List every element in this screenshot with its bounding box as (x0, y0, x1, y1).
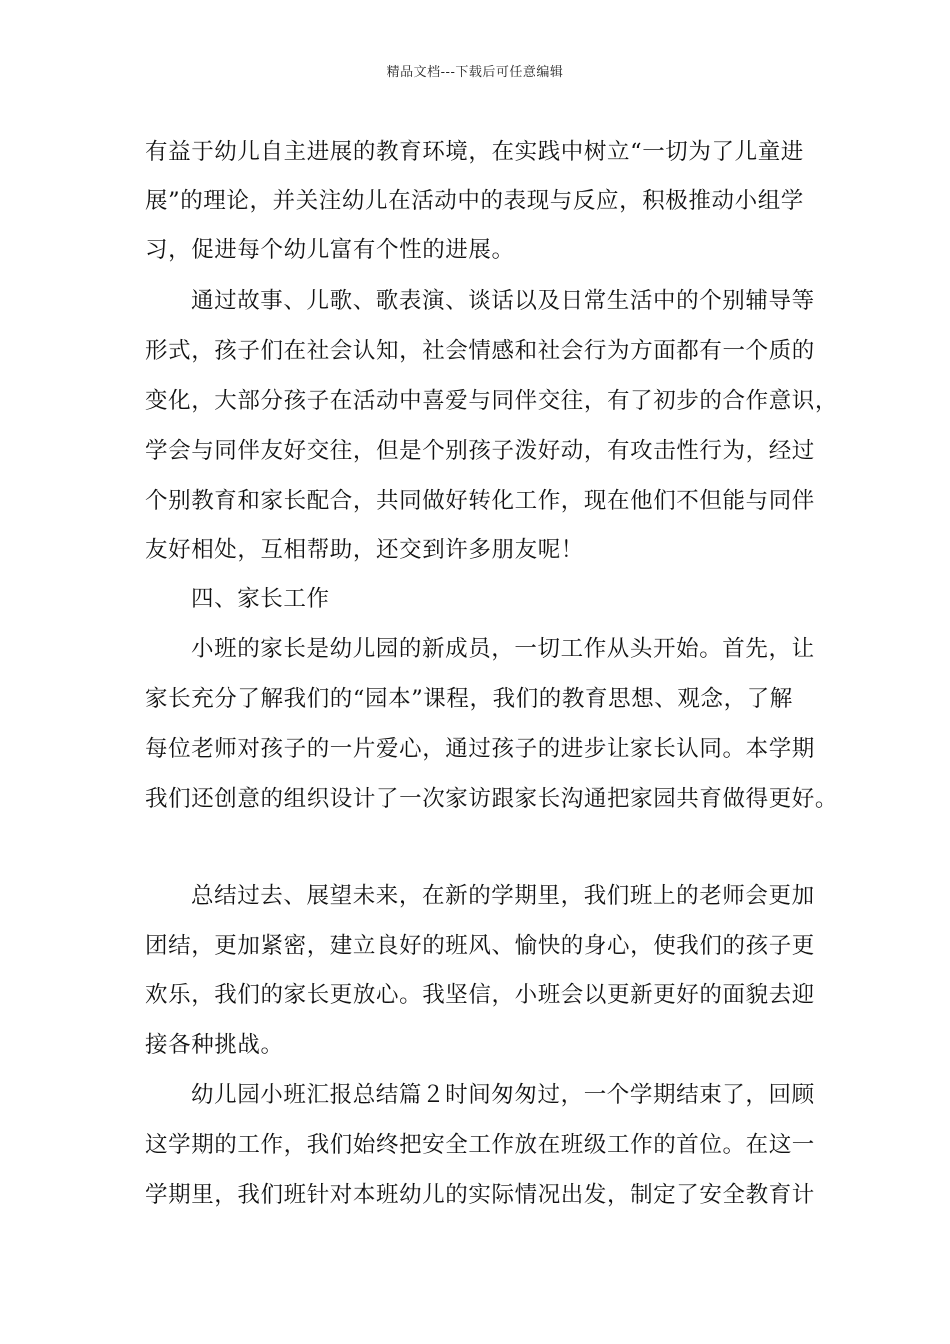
section-heading: 四、家长工作 (191, 586, 330, 612)
body-line: 小班的家长是幼儿园的新成员，一切工作从头开始。首先，让 (191, 636, 815, 662)
body-line: 变化，大部分孩子在活动中喜爱与同伴交往，有了初步的合作意识， (145, 388, 839, 414)
body-line: 总结过去、展望未来，在新的学期里，我们班上的老师会更加 (191, 883, 815, 909)
body-line: 团结，更加紧密，建立良好的班风、愉快的身心，使我们的孩子更 (145, 933, 815, 959)
body-line: 个别教育和家长配合，共同做好转化工作，现在他们不但能与同伴 (145, 488, 815, 514)
body-line: 幼儿园小班汇报总结篇２时间匆匆过，一个学期结束了，回顾 (191, 1082, 815, 1108)
body-line: 有益于幼儿自主进展的教育环境，在实践中树立“一切为了儿童进 (145, 139, 804, 165)
body-line: 欢乐，我们的家长更放心。我坚信，小班会以更新更好的面貌去迎 (145, 982, 815, 1008)
body-line: 每位老师对孩子的一片爱心，通过孩子的进步让家长认同。本学期 (145, 736, 815, 762)
page-header: 精品文档---下载后可任意编辑 (386, 65, 564, 80)
body-line: 学期里，我们班针对本班幼儿的实际情况出发，制定了安全教育计 (145, 1182, 815, 1208)
body-line: 学会与同伴友好交往，但是个别孩子泼好动，有攻击性行为，经过 (145, 438, 815, 464)
body-line: 家长充分了解我们的“园本”课程，我们的教育思想、观念，了解 (145, 686, 793, 712)
body-line: 习，促进每个幼儿富有个性的进展。 (145, 237, 515, 263)
body-line: 友好相处，互相帮助，还交到许多朋友呢！ (145, 537, 584, 563)
body-line: 这学期的工作，我们始终把安全工作放在班级工作的首位。在这一 (145, 1132, 815, 1158)
body-line: 我们还创意的组织设计了一次家访跟家长沟通把家园共育做得更好。 (145, 786, 839, 812)
body-line: 接各种挑战。 (145, 1032, 284, 1058)
body-line: 形式，孩子们在社会认知，社会情感和社会行为方面都有一个质的 (145, 338, 815, 364)
body-line: 通过故事、儿歌、歌表演、谈话以及日常生活中的个别辅导等 (191, 288, 815, 314)
body-line: 展”的理论，并关注幼儿在活动中的表现与反应，积极推动小组学 (145, 188, 804, 214)
